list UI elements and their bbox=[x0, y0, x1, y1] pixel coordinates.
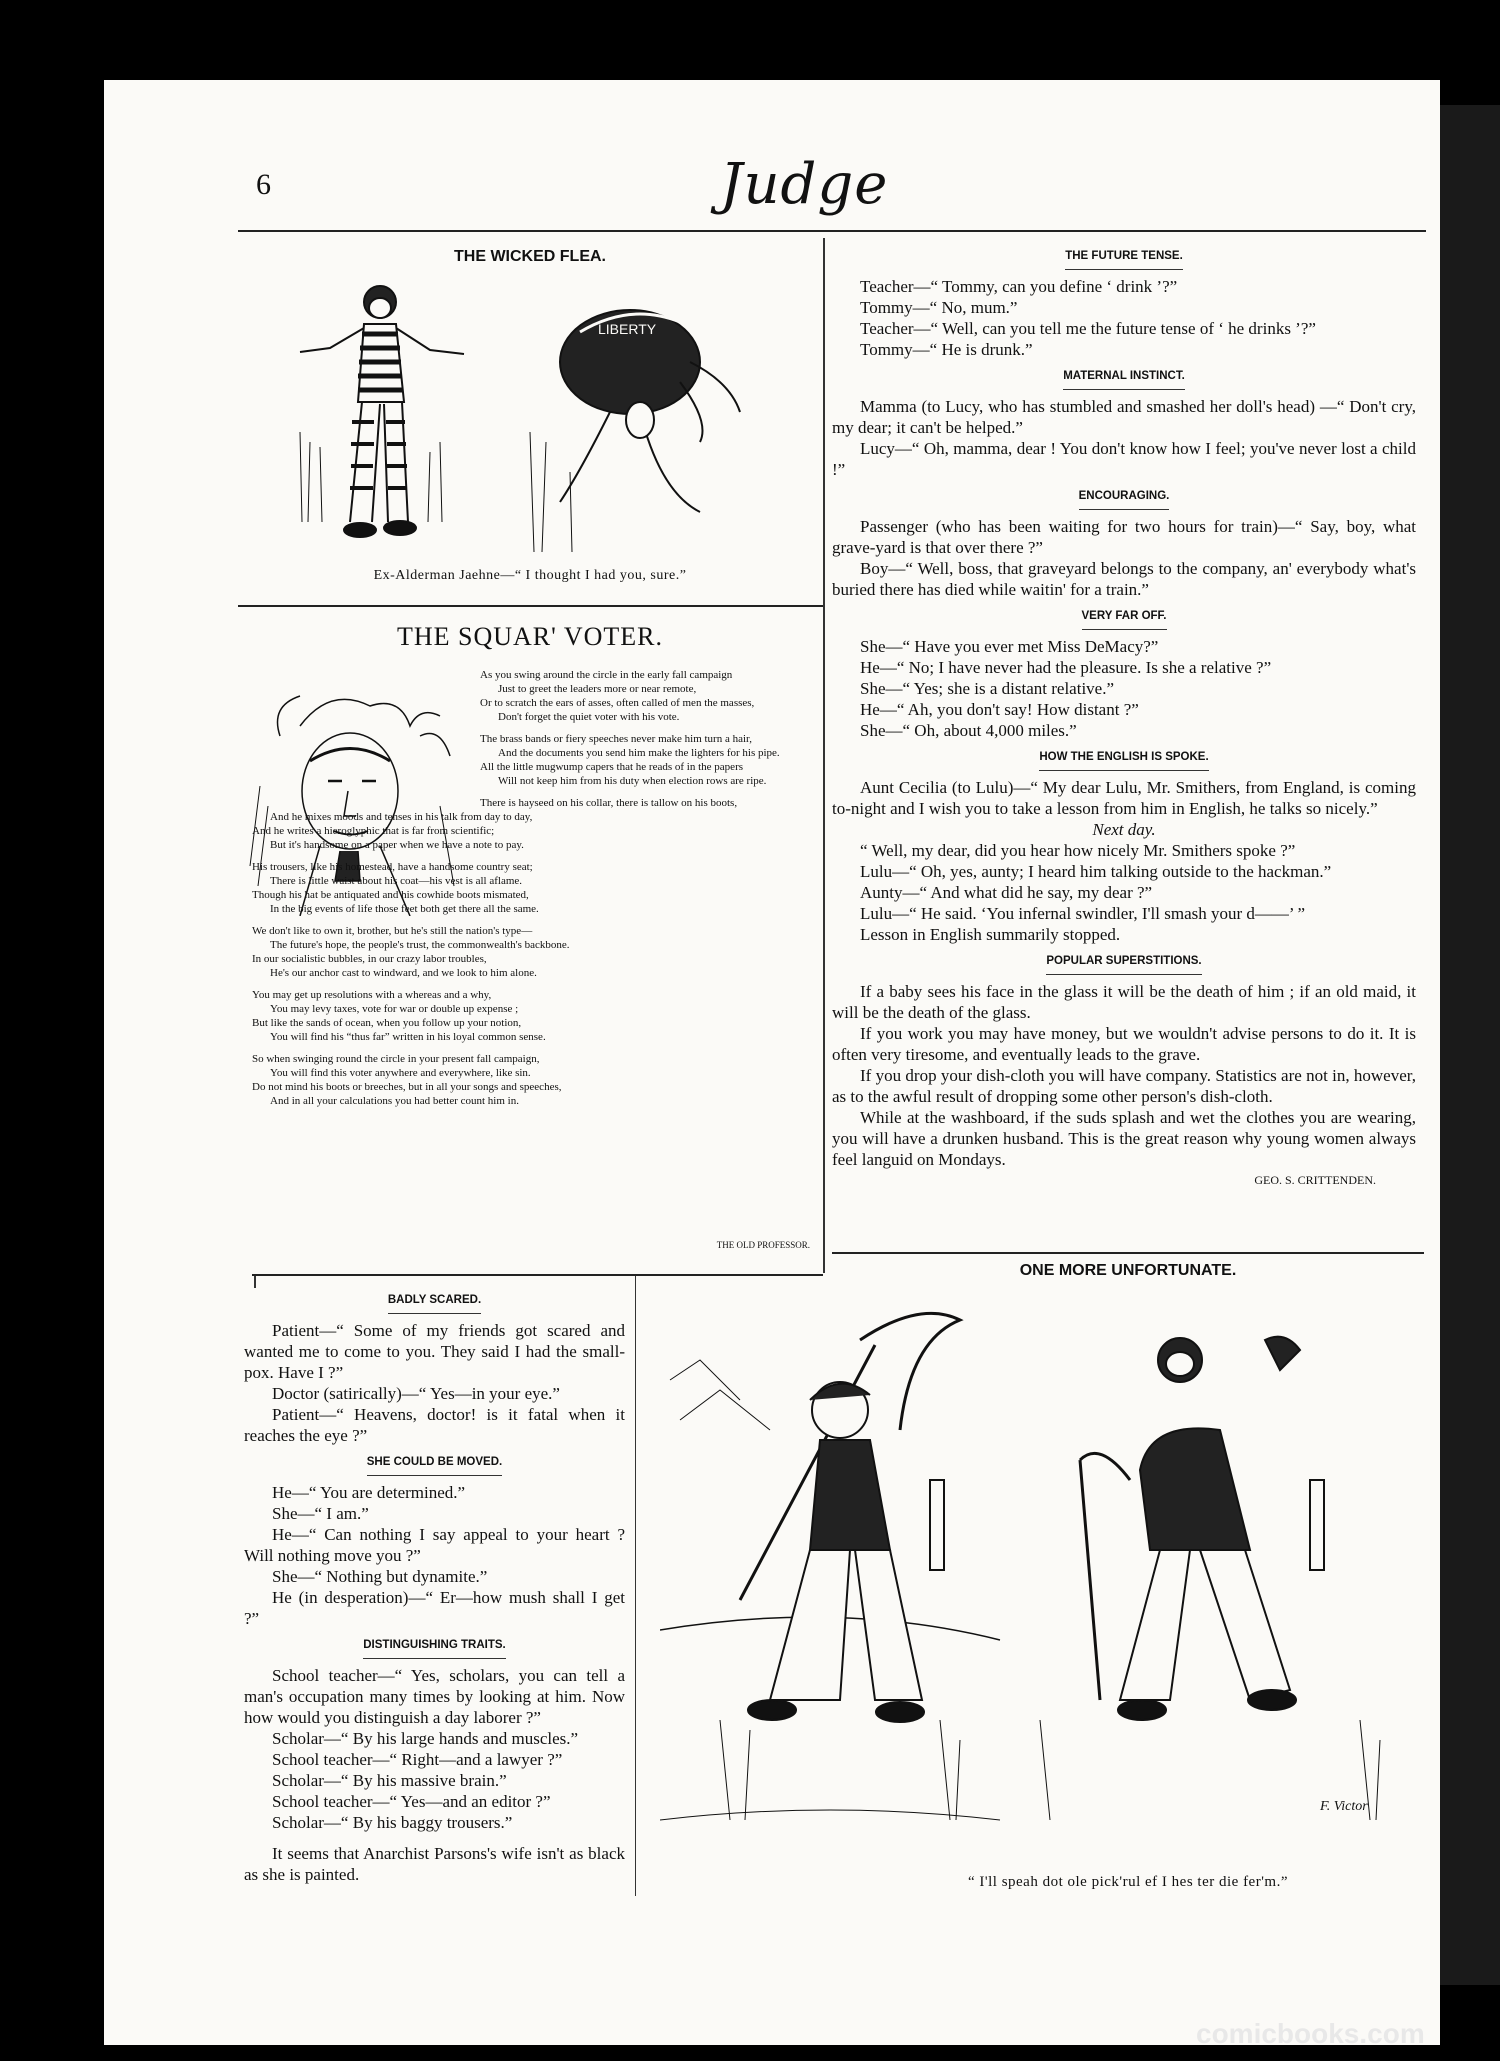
paragraph: Aunt Cecilia (to Lulu)—“ My dear Lulu, Mr. Smithers, from England, is coming to-night and I wish you to take a lesson from him in English, he talks so nicely.” bbox=[832, 778, 1416, 818]
heading-very-far-off: VERY FAR OFF. bbox=[1082, 606, 1167, 630]
poem-line: As you swing around the circle in the early fall campaign bbox=[480, 669, 733, 681]
paragraph: Aunty—“ And what did he say, my dear ?” bbox=[860, 883, 1153, 902]
dialogue-line: He—“ Ah, you don't say! How distant ?” bbox=[860, 700, 1139, 719]
flea-caption: Ex-Alderman Jaehne—“ I thought I had you, sure.” bbox=[373, 568, 687, 583]
poem-line: You may get up resolutions with a whereas and a why, bbox=[252, 989, 492, 1001]
paragraph: School teacher—“ Right—and a lawyer ?” bbox=[272, 1750, 563, 1769]
poem-line: And the documents you send him make the lighters for his pipe. bbox=[498, 747, 780, 759]
poem-line: You may levy taxes, vote for war or double up expense ; bbox=[270, 1003, 519, 1015]
paragraph: Next day. bbox=[1092, 820, 1156, 839]
paragraph: Lulu—“ He said. ‘You infernal swindler, I'll smash your d——’ ” bbox=[860, 904, 1306, 923]
paragraph: Doctor (satirically)—“ Yes—in your eye.” bbox=[272, 1384, 560, 1403]
unfortunate-caption: “ I'll speah dot ole pick'rul ef I hes ter die fer'm.” bbox=[968, 1874, 1288, 1890]
artist-signature: F. Victor bbox=[1320, 1799, 1368, 1814]
dialogue-line: He—“ No; I have never had the pleasure. Is she a relative ?” bbox=[860, 658, 1272, 677]
poem-line: Will not keep him from his duty when election rows are ripe. bbox=[498, 775, 767, 787]
poem-line: His trousers, like his homestead, have a handsome country seat; bbox=[252, 861, 533, 873]
poem-line: In the big events of life those feet both get there all the same. bbox=[270, 903, 539, 915]
site-watermark: comicbooks.com bbox=[1196, 2018, 1425, 2049]
paragraph: If you work you may have money, but we wouldn't advise persons to do it. It is often very tiresome, and eventually leads to the grave. bbox=[832, 1024, 1416, 1064]
voter-title: THE SQUAR' VOTER. bbox=[396, 622, 664, 651]
paragraph: Scholar—“ By his baggy trousers.” bbox=[272, 1813, 513, 1832]
right-column bbox=[832, 240, 1416, 1191]
poem-stanza bbox=[252, 988, 824, 1044]
paragraph: If a baby sees his face in the glass it will be the death of him ; if an old maid, it will be the death of the glass. bbox=[832, 982, 1416, 1022]
header-rule bbox=[238, 230, 1426, 232]
paragraph: While at the washboard, if the suds splash and wet the clothes you are wearing, you will have a drunken husband. This is the great reason why young women always feel languid on Mondays. bbox=[832, 1108, 1416, 1169]
poem-stanza bbox=[252, 1052, 824, 1108]
dialogue-line: She—“ Oh, about 4,000 miles.” bbox=[860, 721, 1077, 740]
masthead-logo: Judge bbox=[720, 152, 889, 217]
dialogue-line: Tommy—“ No, mum.” bbox=[860, 298, 1018, 317]
wicked-flea-illustration bbox=[280, 272, 780, 560]
paragraph: Lesson in English summarily stopped. bbox=[860, 925, 1121, 944]
poem-line: The brass bands or fiery speeches never make him turn a hair, bbox=[480, 733, 753, 745]
paragraph: School teacher—“ Yes—and an editor ?” bbox=[272, 1792, 551, 1811]
poem-line: Or to scratch the ears of asses, often called of men the masses, bbox=[480, 697, 755, 709]
dialogue-line: Tommy—“ He is drunk.” bbox=[860, 340, 1033, 359]
poem-line: Just to greet the leaders more or near remote, bbox=[498, 683, 697, 695]
heading-english-spoke: HOW THE ENGLISH IS SPOKE. bbox=[1039, 747, 1208, 771]
paragraph: She—“ I am.” bbox=[272, 1504, 369, 1523]
heading-future-tense: THE FUTURE TENSE. bbox=[1065, 246, 1183, 270]
heading-superstitions: POPULAR SUPERSTITIONS. bbox=[1046, 951, 1201, 975]
paragraph: If you drop your dish-cloth you will have company. Statistics are not in, however, as to the awful result of dropping some other person's dish-cloth. bbox=[832, 1066, 1416, 1106]
section-rule bbox=[238, 605, 823, 607]
poem-line: Though his hat be antiquated and his cowhide boots mismated, bbox=[252, 889, 529, 901]
flea-title: THE WICKED FLEA. bbox=[454, 248, 606, 265]
unfortunate-title: ONE MORE UNFORTUNATE. bbox=[1019, 1262, 1237, 1279]
poem-line: And he writes a hieroglyphic that is far from scientific; bbox=[252, 825, 495, 837]
poem-line: You will find this voter anywhere and everywhere, like sin. bbox=[270, 1067, 531, 1079]
paragraph: Patient—“ Heavens, doctor! is it fatal when it reaches the eye ?” bbox=[244, 1405, 625, 1445]
poem-stanza bbox=[252, 924, 824, 980]
paragraph: He—“ Can nothing I say appeal to your heart ? Will nothing move you ?” bbox=[244, 1525, 625, 1565]
paragraph: He (in desperation)—“ Er—how mush shall I get ?” bbox=[244, 1588, 625, 1628]
column-divider bbox=[635, 1276, 636, 1896]
poem-line: And he mixes moods and tenses in his talk from day to day, bbox=[270, 811, 533, 823]
heading-maternal-instinct: MATERNAL INSTINCT. bbox=[1063, 366, 1185, 390]
paragraph: Scholar—“ By his large hands and muscles.” bbox=[272, 1729, 579, 1748]
poem-line: All the little mugwump capers that he reads of in the papers bbox=[480, 761, 744, 773]
scythe-cartoon-illustration bbox=[660, 1300, 1420, 1860]
page-edge-shadow bbox=[1440, 105, 1500, 1985]
poem-stanza bbox=[480, 732, 824, 788]
poem-line: There is hayseed on his collar, there is tallow on his boots, bbox=[480, 797, 738, 809]
farmer-panel-1 bbox=[660, 1313, 1000, 1820]
dialogue-line: She—“ Yes; she is a distant relative.” bbox=[860, 679, 1115, 698]
poem-line: Don't forget the quiet voter with his vote. bbox=[498, 711, 680, 723]
heading-encouraging: ENCOURAGING. bbox=[1079, 486, 1170, 510]
paragraph: Lucy—“ Oh, mamma, dear ! You don't know how I feel; you've never lost a child !” bbox=[832, 439, 1416, 479]
section-rule bbox=[832, 1252, 1424, 1254]
dialogue-line: Teacher—“ Well, can you tell me the future tense of ‘ he drinks ’?” bbox=[860, 319, 1316, 338]
poem-stanza bbox=[252, 796, 824, 852]
paragraph: Boy—“ Well, boss, that graveyard belongs to the company, an' everybody what's buried there has died while waitin' for a train.” bbox=[832, 559, 1416, 599]
poem-line: The future's hope, the people's trust, the commonwealth's backbone. bbox=[270, 939, 570, 951]
left-bottom-column bbox=[244, 1284, 625, 1885]
poem-line: We don't like to own it, brother, but he's still the nation's type— bbox=[252, 925, 533, 937]
dialogue-line: Teacher—“ Tommy, can you define ‘ drink ’?” bbox=[860, 277, 1178, 296]
superstitions-credit: GEO. S. CRITTENDEN. bbox=[1254, 1173, 1376, 1187]
paragraph: He—“ You are determined.” bbox=[272, 1483, 466, 1502]
dialogue-line: She—“ Have you ever met Miss DeMacy?” bbox=[860, 637, 1159, 656]
flea-figure bbox=[530, 310, 740, 552]
paragraph: “ Well, my dear, did you hear how nicely Mr. Smithers spoke ?” bbox=[860, 841, 1296, 860]
paragraph: School teacher—“ Yes, scholars, you can tell a man's occupation many times by looking at him. Now how would you distinguish a day laborer ?” bbox=[244, 1666, 625, 1727]
poem-line: But it's handsome on a paper when we have a note to pay. bbox=[270, 839, 524, 851]
poem-line: Do not mind his boots or breeches, but in all your songs and speeches, bbox=[252, 1081, 562, 1093]
paragraph: Patient—“ Some of my friends got scared and wanted me to come to you. They said I had the small-pox. Have I ?” bbox=[244, 1321, 625, 1382]
paragraph: Passenger (who has been waiting for two hours for train)—“ Say, boy, what grave-yard is that over there ?” bbox=[832, 517, 1416, 557]
flea-label: LIBERTY bbox=[598, 321, 657, 337]
page-number: 6 bbox=[256, 168, 271, 201]
poem-line: So when swinging round the circle in your present fall campaign, bbox=[252, 1053, 540, 1065]
paragraph: It seems that Anarchist Parsons's wife isn't as black as she is painted. bbox=[244, 1844, 625, 1884]
boy-figure bbox=[300, 286, 464, 537]
poem-line: He's our anchor cast to windward, and we look to him alone. bbox=[270, 967, 537, 979]
paragraph: Scholar—“ By his massive brain.” bbox=[272, 1771, 507, 1790]
poem-line: There is little waist about his coat—his vest is all aflame. bbox=[270, 875, 523, 887]
section-rule bbox=[252, 1274, 823, 1276]
voter-credit: THE OLD PROFESSOR. bbox=[716, 1240, 810, 1250]
paragraph: She—“ Nothing but dynamite.” bbox=[272, 1567, 488, 1586]
poem-line: You will find his “thus far” written in his loyal common sense. bbox=[270, 1031, 546, 1043]
farmer-panel-2 bbox=[1040, 1337, 1380, 1820]
poem-line: And in all your calculations you had better count him in. bbox=[270, 1095, 519, 1107]
poem-stanza bbox=[480, 668, 824, 724]
poem-line: But like the sands of ocean, when you follow up your notion, bbox=[252, 1017, 522, 1029]
paragraph: Mamma (to Lucy, who has stumbled and smashed her doll's head) —“ Don't cry, my dear; it can't be helped.” bbox=[832, 397, 1416, 437]
paragraph: Lulu—“ Oh, yes, aunty; I heard him talking outside to the hackman.” bbox=[860, 862, 1332, 881]
poem-stanza bbox=[252, 860, 824, 916]
poem-line: In our socialistic bubbles, in our crazy labor troubles, bbox=[252, 953, 487, 965]
voter-poem bbox=[252, 668, 824, 1108]
heading-badly-scared: BADLY SCARED. bbox=[388, 1290, 481, 1314]
heading-could-be-moved: SHE COULD BE MOVED. bbox=[367, 1452, 502, 1476]
heading-distinguishing-traits: DISTINGUISHING TRAITS. bbox=[363, 1635, 505, 1659]
